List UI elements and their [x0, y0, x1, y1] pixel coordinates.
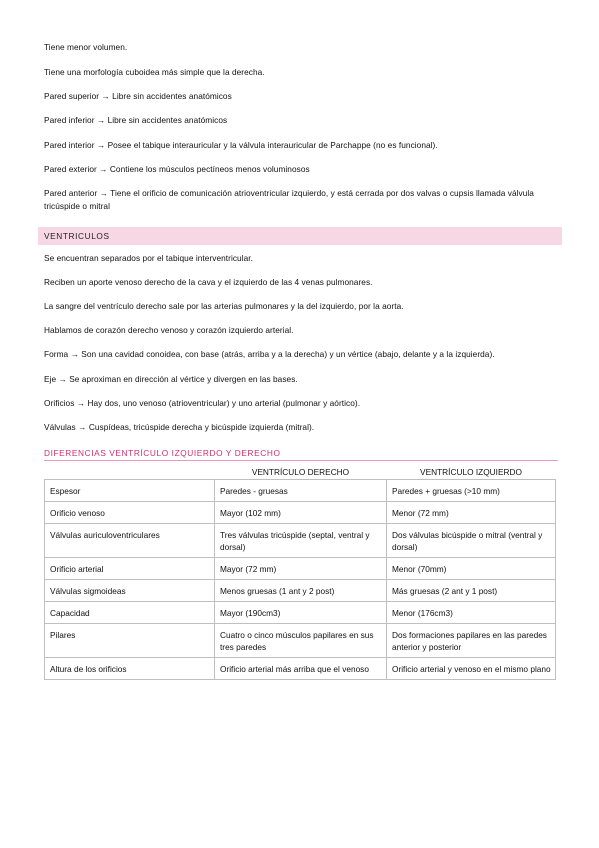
row-label-cell: Capacidad [45, 602, 215, 624]
ventricle-paragraph: Válvulas → Cuspídeas, tricúspide derecha y bicúspide izquierda (mitral). [44, 422, 315, 432]
row-label-cell: Válvulas auriculoventriculares [45, 524, 215, 558]
atrium-paragraph: Pared superior → Libre sin accidentes anatómicos [44, 91, 232, 101]
right-ventricle-cell: Mayor (190cm3) [215, 602, 387, 624]
table-title-underline [44, 460, 558, 461]
left-ventricle-cell: Orificio arterial y venoso en el mismo plano [387, 658, 556, 680]
row-label-cell: Orificio venoso [45, 502, 215, 524]
table-row [45, 480, 556, 502]
row-label-cell: Válvulas sigmoideas [45, 580, 215, 602]
right-ventricle-cell: Tres válvulas tricúspide (septal, ventral y dorsal) [215, 524, 387, 558]
right-ventricle-cell: Menos gruesas (1 ant y 2 post) [215, 580, 387, 602]
right-ventricle-cell: Mayor (72 mm) [215, 558, 387, 580]
right-ventricle-cell: Cuatro o cinco músculos papilares en sus tres paredes [215, 624, 387, 658]
ventricle-paragraph: Eje → Se aproximan en dirección al vértice y divergen en las bases. [44, 374, 298, 384]
ventricle-paragraph: Forma → Son una cavidad conoidea, con base (atrás, arriba y a la derecha) y un vértice (abajo, delante y a la izquierda). [44, 349, 495, 359]
atrium-paragraph: Tiene una morfología cuboidea más simple que la derecha. [44, 67, 265, 77]
ventricle-paragraph: Se encuentran separados por el tabique interventricular. [44, 253, 253, 263]
header-cell: VENTRÍCULO IZQUIERDO [420, 467, 522, 477]
atrium-paragraph: Tiene menor volumen. [44, 42, 128, 52]
left-ventricle-cell: Dos formaciones papilares en las paredes anterior y posterior [387, 624, 556, 658]
atrium-paragraph: Pared anterior → Tiene el orificio de comunicación atrioventricular izquierdo, y está cerrada por dos valvas o cupsis llamada válvula tricúspide o mitral [44, 188, 534, 211]
table-row [45, 624, 556, 658]
row-label-cell: Orificio arterial [45, 558, 215, 580]
section-heading-ventricles [38, 227, 562, 245]
atrium-paragraph: Pared exterior → Contiene los músculos pectíneos menos voluminosos [44, 164, 310, 174]
table-row [45, 580, 556, 602]
table-row [45, 658, 556, 680]
right-ventricle-cell: Orificio arterial más arriba que el venoso [215, 658, 387, 680]
differences-table [44, 463, 556, 680]
atrium-paragraph: Pared interior → Posee el tabique interauricular y la válvula interauricular de Parchappe (no es funcional). [44, 140, 438, 150]
table-row [45, 502, 556, 524]
right-ventricle-cell: Mayor (102 mm) [215, 502, 387, 524]
left-ventricle-cell: Paredes + gruesas (>10 mm) [387, 480, 556, 502]
row-label-cell: Pilares [45, 624, 215, 658]
left-ventricle-cell: Dos válvulas bicúspide o mitral (ventral y dorsal) [387, 524, 556, 558]
left-ventricle-cell: Menor (176cm3) [387, 602, 556, 624]
left-ventricle-cell: Más gruesas (2 ant y 1 post) [387, 580, 556, 602]
section-heading-text: VENTRICULOS [44, 231, 110, 241]
ventricle-paragraph: La sangre del ventrículo derecho sale por las arterias pulmonares y la del izquierdo, por la aorta. [44, 301, 404, 311]
ventricle-paragraph: Hablamos de corazón derecho venoso y corazón izquierdo arterial. [44, 325, 294, 335]
ventricle-paragraph: Reciben un aporte venoso derecho de la cava y el izquierdo de las 4 venas pulmonares. [44, 277, 373, 287]
table-row [45, 602, 556, 624]
left-ventricle-cell: Menor (70mm) [387, 558, 556, 580]
left-ventricle-cell: Menor (72 mm) [387, 502, 556, 524]
table-row [45, 524, 556, 558]
row-label-cell: Espesor [45, 480, 215, 502]
ventricle-paragraph: Orificios → Hay dos, uno venoso (atrioventricular) y uno arterial (pulmonar y aórtico). [44, 398, 361, 408]
header-cell [45, 463, 215, 480]
row-label-cell: Altura de los orificios [45, 658, 215, 680]
table-row [45, 558, 556, 580]
atrium-paragraph: Pared inferior → Libre sin accidentes anatómicos [44, 115, 228, 125]
table-title: DIFERENCIAS VENTRÍCULO IZQUIERDO Y DERECHO [44, 448, 281, 458]
table-header-row [45, 463, 556, 480]
header-cell: VENTRÍCULO DERECHO [251, 467, 350, 477]
right-ventricle-cell: Paredes - gruesas [215, 480, 387, 502]
